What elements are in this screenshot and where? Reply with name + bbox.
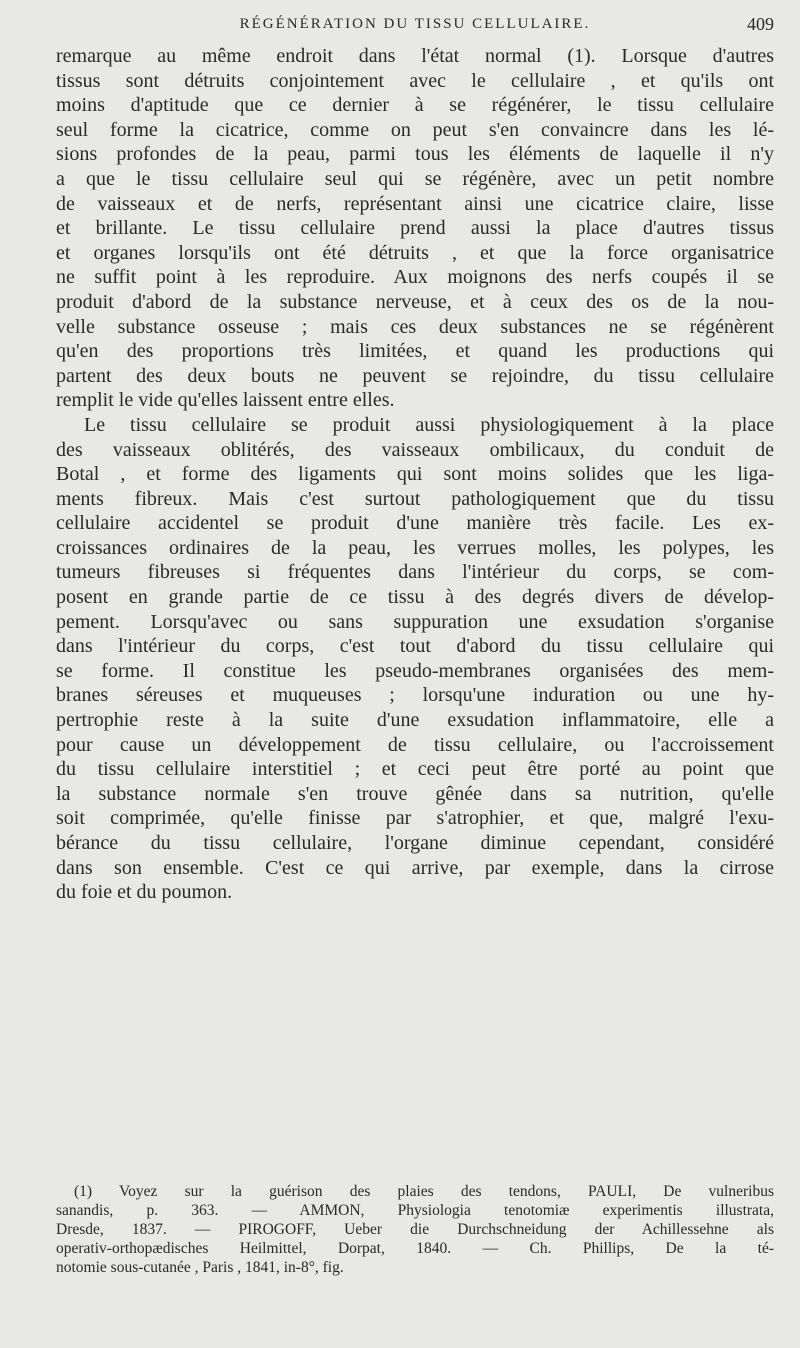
paragraph-1 <box>56 44 774 413</box>
text-line: croissances ordinaires de la peau, les verrues molles, les polypes, les <box>56 536 774 559</box>
text-line: branes séreuses et muqueuses ; lorsqu'une induration ou une hy- <box>56 684 774 707</box>
footnote-line: operativ-orthopædisches Heilmittel, Dorpat, 1840. — Ch. Phillips, De la té- <box>56 1240 774 1257</box>
text-line: tumeurs fibreuses si fréquentes dans l'intérieur du corps, se com- <box>56 561 774 584</box>
text-line: dans l'intérieur du corps, c'est tout d'abord du tissu cellulaire qui <box>56 635 774 658</box>
text-line: velle substance osseuse ; mais ces deux substances ne se régénèrent <box>56 315 774 338</box>
text-line: des vaisseaux oblitérés, des vaisseaux ombilicaux, du conduit de <box>56 438 774 461</box>
text-line: remplit le vide qu'elles laissent entre elles. <box>56 389 395 412</box>
text-line: qu'en des proportions très limitées, et quand les productions qui <box>56 340 774 363</box>
text-line: de vaisseaux et de nerfs, représentant ainsi une cicatrice claire, lisse <box>56 192 774 215</box>
text-line: cellulaire accidentel se produit d'une manière très facile. Les ex- <box>56 512 774 535</box>
text-line: pertrophie reste à la suite d'une exsudation inflammatoire, elle a <box>56 709 774 732</box>
footnote-line: sanandis, p. 363. — AMMON, Physiologia tenotomiæ experimentis illustrata, <box>56 1202 774 1219</box>
text-line: a que le tissu cellulaire seul qui se régénère, avec un petit nombre <box>56 167 774 190</box>
text-line: bérance du tissu cellulaire, l'organe diminue cependant, considéré <box>56 832 774 854</box>
text-line: du foie et du poumon. <box>56 881 233 904</box>
text-line: dans son ensemble. C'est ce qui arrive, par exemple, dans la cirrose <box>56 856 774 879</box>
text-line: du tissu cellulaire interstitiel ; et ceci peut être porté au point que <box>56 758 774 781</box>
running-title: RÉGÉNÉRATION DU TISSU CELLULAIRE. <box>239 16 591 32</box>
text-line: partent des deux bouts ne peuvent se rejoindre, du tissu cellulaire <box>56 364 774 387</box>
text-line: tissus sont détruits conjointement avec le cellulaire , et qu'ils ont <box>56 69 774 92</box>
text-line: produit d'abord de la substance nerveuse, et à ceux des os de la nou- <box>56 290 774 313</box>
page-number: 409 <box>747 14 774 34</box>
text-line: et brillante. Le tissu cellulaire prend aussi la place d'autres tissus <box>56 217 774 240</box>
text-line: soit comprimée, qu'elle finisse par s'atrophier, et que, malgré l'exu- <box>56 807 774 830</box>
text-line: Botal , et forme des ligaments qui sont moins solides que les liga- <box>56 463 774 486</box>
text-line: pour cause un développement de tissu cellulaire, ou l'accroissement <box>56 733 774 756</box>
text-line: posent en grande partie de ce tissu à des degrés divers de dévelop- <box>56 586 774 609</box>
text-line: se forme. Il constitue les pseudo-membranes organisées des mem- <box>56 659 774 682</box>
body-text <box>56 44 774 905</box>
footnote-line: Dresde, 1837. — PIROGOFF, Ueber die Durchschneidung der Achillessehne als <box>56 1221 774 1238</box>
text-line: la substance normale s'en trouve gênée dans sa nutrition, qu'elle <box>56 782 774 805</box>
text-line: pement. Lorsqu'avec ou sans suppuration une exsudation s'organise <box>56 610 774 633</box>
running-header <box>56 14 774 38</box>
text-line: remarque au même endroit dans l'état normal (1). Lorsque d'autres <box>56 45 774 67</box>
footnote <box>56 1182 774 1277</box>
text-line: ne suffit point à les reproduire. Aux moignons des nerfs coupés il se <box>56 266 774 289</box>
footnote-line: (1) Voyez sur la guérison des plaies des tendons, PAULI, De vulneribus <box>74 1183 774 1200</box>
text-line: Le tissu cellulaire se produit aussi physiologiquement à la place <box>84 413 774 436</box>
text-line: moins d'aptitude que ce dernier à se régénérer, le tissu cellulaire <box>56 94 774 117</box>
footnote-line: notomie sous-cutanée , Paris , 1841, in-8°, fig. <box>56 1259 344 1276</box>
text-line: ments fibreux. Mais c'est surtout pathologiquement que du tissu <box>56 487 774 510</box>
paragraph-2 <box>56 413 774 905</box>
text-line: sions profondes de la peau, parmi tous les éléments de laquelle il n'y <box>56 143 774 166</box>
text-line: seul forme la cicatrice, comme on peut s'en convaincre dans les lé- <box>56 118 774 141</box>
text-line: et organes lorsqu'ils ont été détruits , et que la force organisatrice <box>56 241 774 264</box>
